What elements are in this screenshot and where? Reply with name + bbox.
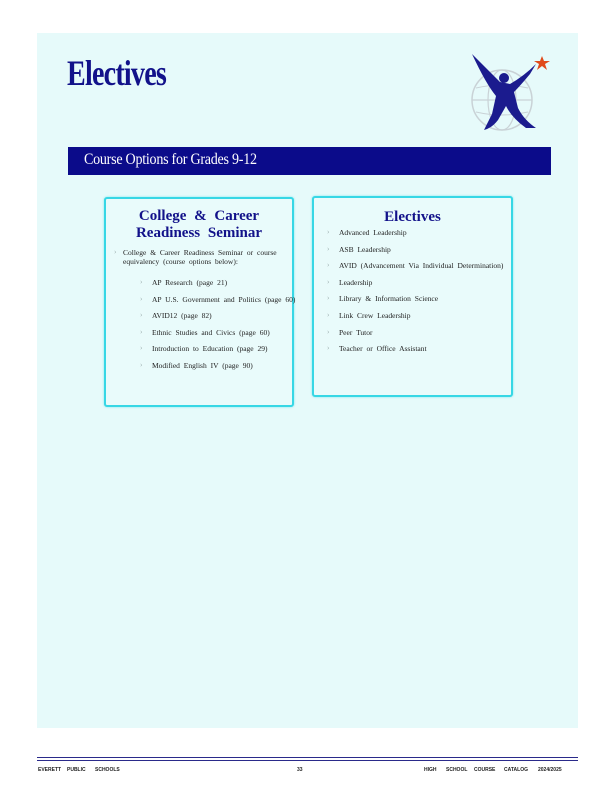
- college-career-title: [106, 208, 292, 242]
- footer-public: PUBLIC: [67, 767, 86, 773]
- list-item: › AP Research (page 21): [152, 278, 295, 287]
- electives-box: [312, 196, 513, 397]
- page-title: Electives: [67, 53, 167, 93]
- course-options-list: [152, 278, 295, 378]
- list-item: › Leadership: [339, 278, 503, 287]
- footer-district: EVERETT: [38, 767, 62, 773]
- banner-text: Course Options for Grades 9-12: [84, 151, 257, 168]
- list-item: › AP U.S. Government and Politics (page 60): [152, 295, 295, 304]
- list-item: › Teacher or Office Assistant: [339, 344, 503, 353]
- footer-rule: [37, 757, 578, 758]
- footer-page-number: 33: [297, 767, 303, 773]
- college-career-box: [104, 197, 294, 407]
- footer-year: 2024/2025: [538, 767, 562, 773]
- district-logo-icon: [466, 48, 552, 134]
- list-item: › Ethnic Studies and Civics (page 60): [152, 328, 295, 337]
- list-item: › ASB Leadership: [339, 245, 503, 254]
- college-career-intro: › College & Career Readiness Seminar or course equivalency (course options below):: [123, 248, 283, 266]
- electives-box-title: Electives: [384, 209, 441, 225]
- college-career-title-line2: Readiness Seminar: [135, 225, 263, 241]
- list-item: › Modified English IV (page 90): [152, 361, 295, 370]
- list-item: › Peer Tutor: [339, 328, 503, 337]
- list-item: › AVID12 (page 82): [152, 311, 295, 320]
- list-item: › Introduction to Education (page 29): [152, 344, 295, 353]
- list-item: › Library & Information Science: [339, 294, 503, 303]
- list-item: › Advanced Leadership: [339, 228, 503, 237]
- footer-rule: [37, 760, 578, 761]
- footer-course: COURSE: [474, 767, 496, 773]
- footer-schools: SCHOOLS: [95, 767, 120, 773]
- footer-school: SCHOOL: [446, 767, 468, 773]
- grades-banner: [68, 147, 551, 175]
- footer-high: HIGH: [424, 767, 437, 773]
- list-item: › Link Crew Leadership: [339, 311, 503, 320]
- college-career-title-line1: College & Career: [138, 208, 260, 224]
- list-item: › AVID (Advancement Via Individual Determination): [339, 261, 503, 270]
- footer-catalog: CATALOG: [504, 767, 528, 773]
- electives-list: [339, 228, 503, 361]
